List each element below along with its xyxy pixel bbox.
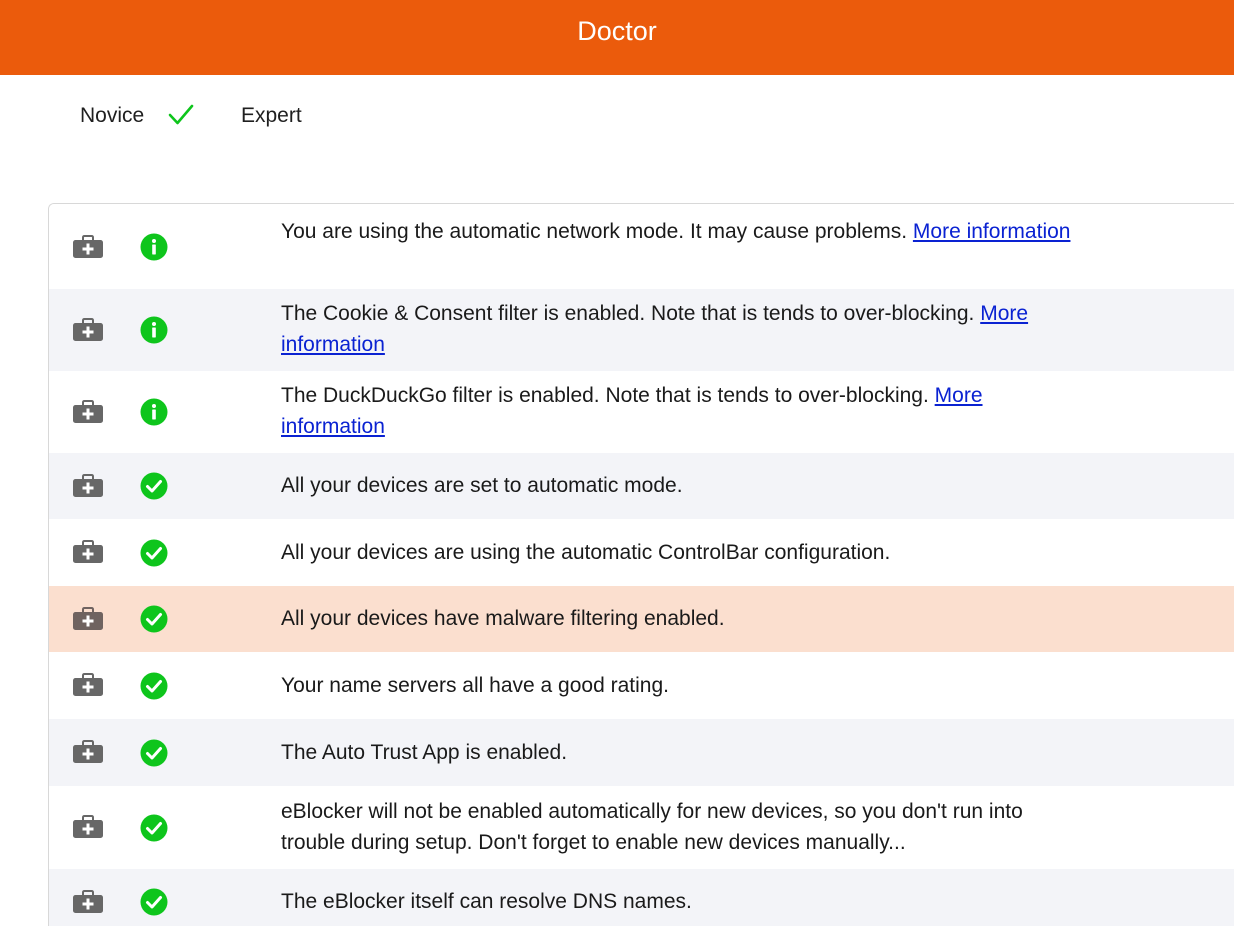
medkit-icon[interactable] (72, 607, 104, 631)
diagnostic-row (49, 652, 1234, 719)
medkit-icon[interactable] (72, 740, 104, 764)
diagnostic-message: All your devices have malware filtering enabled. (281, 607, 725, 630)
app-header (0, 0, 1234, 75)
expert-mode-option[interactable]: Expert (241, 104, 302, 127)
medkit-icon[interactable] (72, 474, 104, 498)
diagnostics-list (48, 203, 1234, 926)
medkit-icon[interactable] (72, 400, 104, 424)
novice-mode-option[interactable]: Novice (80, 104, 145, 127)
diagnostic-message (281, 299, 1081, 360)
check-circle-icon (140, 739, 168, 767)
checkmark-icon (168, 104, 194, 134)
diagnostic-row (49, 453, 1234, 519)
diagnostic-row (49, 869, 1234, 926)
diagnostic-row (49, 519, 1234, 586)
medkit-icon[interactable] (72, 540, 104, 564)
diagnostic-row (49, 786, 1234, 869)
diagnostic-row (49, 371, 1234, 453)
diagnostic-message: All your devices are set to automatic mode. (281, 474, 683, 497)
more-information-link[interactable]: More information (281, 384, 983, 438)
more-information-link[interactable]: More information (912, 220, 1071, 243)
diagnostic-message (281, 217, 1081, 248)
medkit-icon[interactable] (72, 890, 104, 914)
check-circle-icon (140, 605, 168, 633)
medkit-icon[interactable] (72, 673, 104, 697)
diagnostic-message: The eBlocker itself can resolve DNS names. (281, 890, 692, 913)
check-circle-icon (140, 814, 168, 842)
info-icon (140, 316, 168, 344)
check-circle-icon (140, 539, 168, 567)
check-circle-icon (140, 472, 168, 500)
message-text: The Cookie & Consent filter is enabled. Note that is tends to over-blocking. (281, 302, 975, 325)
message-text: You are using the automatic network mode. It may cause problems. (281, 220, 908, 243)
diagnostic-row (49, 289, 1234, 371)
medkit-icon[interactable] (72, 235, 104, 259)
diagnostic-message (281, 381, 1081, 442)
diagnostic-row (49, 719, 1234, 786)
check-circle-icon (140, 672, 168, 700)
message-text: The DuckDuckGo filter is enabled. Note that is tends to over-blocking. (281, 384, 929, 407)
medkit-icon[interactable] (72, 318, 104, 342)
diagnostic-message: Your name servers all have a good rating. (281, 674, 669, 697)
diagnostic-message: The Auto Trust App is enabled. (281, 741, 568, 764)
page-title: Doctor (577, 16, 657, 46)
info-icon (140, 398, 168, 426)
diagnostic-row-highlighted (49, 586, 1234, 652)
medkit-icon[interactable] (72, 815, 104, 839)
check-circle-icon (140, 888, 168, 916)
diagnostic-row (49, 204, 1234, 289)
info-icon (140, 233, 168, 261)
more-information-link[interactable]: More information (281, 302, 1029, 356)
diagnostic-message: eBlocker will not be enabled automatically for new devices, so you don't run into trouble during setup. Don't forget to enable new devices manually... (281, 800, 1023, 854)
diagnostic-message: All your devices are using the automatic ControlBar configuration. (281, 541, 891, 564)
